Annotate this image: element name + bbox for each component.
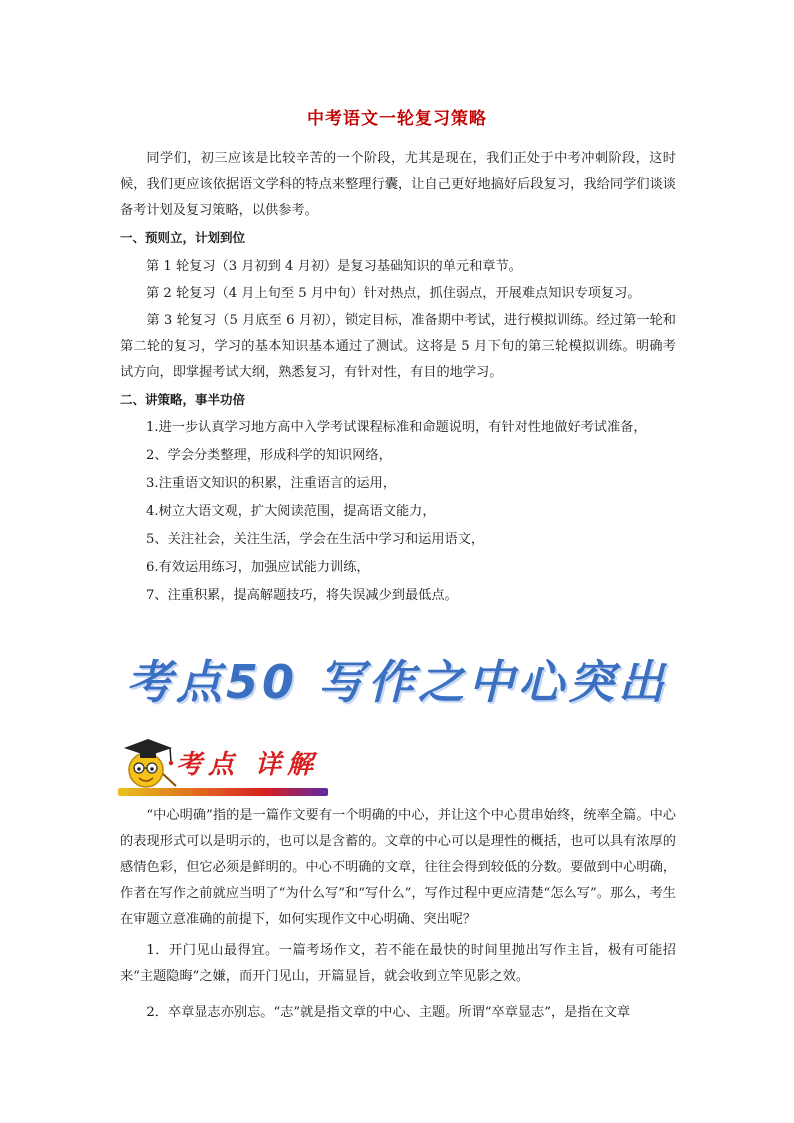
section1-heading: 一、预则立，计划到位 xyxy=(120,230,246,245)
body-paragraph-2: 1．开门见山最得宜。一篇考场作文，若不能在最快的时间里抛出写作主旨，极有可能招来“主题隐晦”之嫌，而开门见山，开篇显旨，就会收到立竿见影之效。 xyxy=(120,943,676,984)
document-title: 中考语文一轮复习策略 xyxy=(307,109,487,129)
intro-paragraph: 同学们，初三应该是比较辛苦的一个阶段，尤其是现在，我们正处于中考冲刺阶段，这时候，我们更应该依据语文学科的特点来整理行囊，让自己更好地搞好后段复习，我给同学们谈谈备考计划及复习策略，以供参考。 xyxy=(120,151,676,218)
section2-item-2: 2、学会分类整理，形成科学的知识网络， xyxy=(146,448,392,463)
section2-item-4: 4.树立大语文观，扩大阅读范围，提高语文能力， xyxy=(146,504,436,519)
section2-heading: 二、讲策略，事半功倍 xyxy=(120,392,246,407)
section-label-header xyxy=(118,728,678,798)
section2-item-6: 6.有效运用练习，加强应试能力训练， xyxy=(146,560,370,575)
section2-item-1: 1.进一步认真学习地方高中入学考试课程标准和命题说明，有针对性地做好考试准备， xyxy=(146,420,647,435)
topic-banner: 考点50 写作之中心突出 xyxy=(125,655,669,709)
section2-item-3: 3.注重语文知识的积累，注重语言的运用， xyxy=(146,476,396,491)
section1-line-1: 第 1 轮复习（3 月初到 4 月初）是复习基础知识的单元和章节。 xyxy=(146,259,522,274)
section2-item-5: 5、关注社会，关注生活，学会在生活中学习和运用语文， xyxy=(146,532,485,547)
section-label: 考点 详解 xyxy=(176,750,320,780)
section1-line-2: 第 2 轮复习（4 月上旬至 5 月中旬）针对热点，抓住弱点，开展难点知识专项复习。 xyxy=(146,286,641,301)
section1-paragraph-3: 第 3 轮复习（5 月底至 6 月初），锁定目标，准备期中考试，进行模拟训练。经过第一轮和第二轮的复习，学习的基本知识基本通过了测试。这将是 5 月下旬的第三轮模拟训练。明确考试方向，即掌握考试大纲，熟悉复习，有针对性，有目的地学习。 xyxy=(120,313,676,380)
body-paragraph-1: “中心明确”指的是一篇作文要有一个明确的中心，并让这个中心贯串始终，统率全篇。中心的表现形式可以是明示的，也可以是含蓄的。文章的中心可以是理性的概括，也可以具有浓厚的感情色彩，但它必须是鲜明的。中心不明确的文章，往往会得到较低的分数。要做到中心明确，作者在写作之前就应当明了“为什么写”和“写什么”，写作过程中更应清楚“怎么写”。那么，考生在审题立意准确的前提下，如何实现作文中心明确、突出呢？ xyxy=(120,808,676,927)
section2-item-7: 7、注重积累，提高解题技巧，将失误减少到最低点。 xyxy=(146,588,458,603)
body-paragraph-3: 2．卒章显志亦别忘。“志”就是指文章的中心、主题。所谓“卒章显志”，是指在文章 xyxy=(146,1005,631,1020)
gradient-underline xyxy=(118,788,328,796)
